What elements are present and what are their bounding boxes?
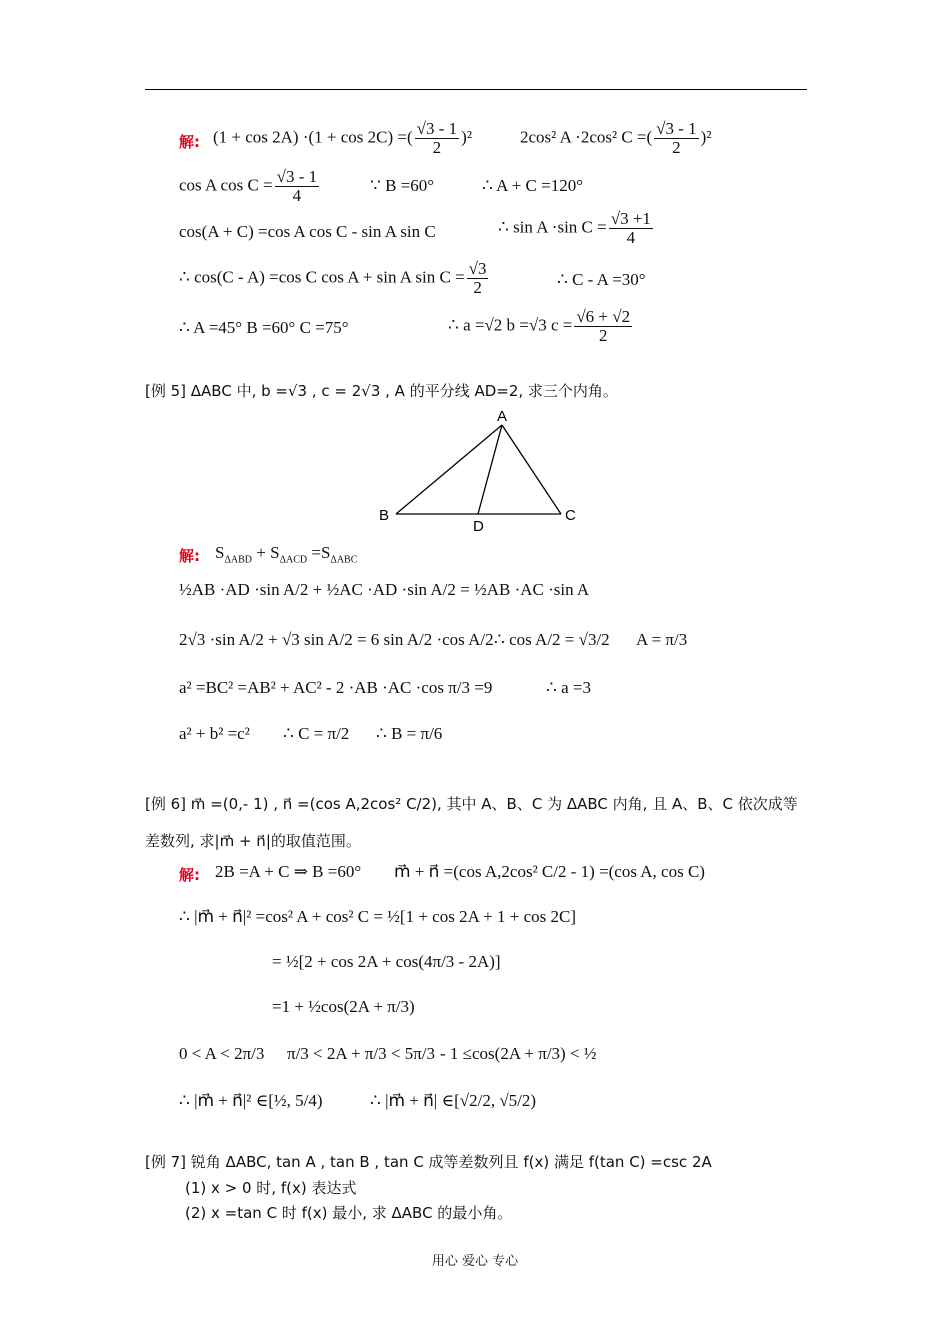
ex6-line5: 0 < A < 2π/3	[179, 1044, 265, 1063]
p1-line4: ∴ cos(C - A) =cos C cos A + sin A sin C = $\frac{√3}{2}$	[179, 259, 487, 297]
example6-title-b: 差数列, 求|m⃗ + n⃗|的取值范围。	[145, 832, 361, 850]
p1-line5-b: ∴ a =√2 b =√3 c = $\frac{√6 + √2}{2}$	[448, 307, 631, 345]
header-rule	[145, 89, 807, 90]
ex5-line3-b: ∴ cos A/2 = √3/2	[494, 630, 610, 649]
example7-q1: (1) x > 0 时, f(x) 表达式	[185, 1179, 357, 1197]
vertex-b-label: B	[379, 507, 390, 524]
p1-line2-c: ∴ A + C =120°	[482, 176, 584, 195]
triangle-diagram	[370, 405, 590, 535]
ex6-line5-b: π/3 < 2A + π/3 < 5π/3	[287, 1044, 436, 1063]
page-footer: 用心 爱心 专心	[431, 1254, 519, 1269]
p1-line3: cos(A + C) =cos A cos C - sin A sin C	[179, 222, 436, 241]
ex6-line4: =1 + ½cos(2A + π/3)	[272, 997, 415, 1016]
ex6-line2: ∴ |m⃗ + n⃗|² =cos² A + cos² C = ½[1 + cos 2A + 1 + cos 2C]	[179, 907, 576, 926]
ex5-line4-b: ∴ a =3	[546, 678, 591, 697]
ex6-line1: 2B =A + C ⇒ B =60°	[215, 862, 362, 881]
ex6-line1-b: m⃗ + n⃗ =(cos A,2cos² C/2 - 1) =(cos A, cos C)	[394, 862, 705, 881]
bisector-ad	[478, 425, 502, 514]
ex5-line3: 2√3 ·sin A/2 + √3 sin A/2 = 6 sin A/2 ·cos A/2	[179, 630, 494, 649]
p1-line1-left: (1 + cos 2A) ·(1 + cos 2C) =( $\frac{√3 - 1}{2}$ )²	[213, 119, 472, 157]
ex6-line6: ∴ |m⃗ + n⃗|² ∈[½, 5/4)	[179, 1091, 323, 1110]
solution-label-3: 解:	[179, 866, 200, 884]
point-d-label: D	[473, 518, 484, 535]
side-ac	[502, 425, 561, 514]
p1-line2: cos A cos C = $\frac{√3 - 1}{4}$	[179, 167, 318, 205]
p1-line2-b: ∵ B =60°	[370, 176, 435, 195]
ex5-line5-b: ∴ C = π/2	[283, 724, 350, 743]
example6-title-a: [例 6] m⃗ =(0,- 1) , n⃗ =(cos A,2cos² C/2), 其中 A、B、C 为 ΔABC 内角, 且 A、B、C 依次成等	[145, 795, 798, 813]
ex5-line2: ½AB ·AD ·sin A/2 + ½AC ·AD ·sin A/2 = ½AB ·AC ·sin A	[179, 580, 590, 599]
ex5-line5-c: ∴ B = π/6	[376, 724, 443, 743]
p1-line1-right: 2cos² A ·2cos² C =( $\frac{√3 - 1}{2}$ )²	[520, 119, 712, 157]
ex6-line5-c: - 1 ≤cos(2A + π/3) < ½	[440, 1044, 597, 1063]
vertex-c-label: C	[565, 507, 576, 524]
ex5-line4: a² =BC² =AB² + AC² - 2 ·AB ·AC ·cos π/3 =9	[179, 678, 493, 697]
solution-label-2: 解:	[179, 547, 200, 565]
ex5-line3-c: A = π/3	[636, 630, 688, 649]
example5-title: [例 5] ΔABC 中, b =√3 , c = 2√3 , A 的平分线 AD=2, 求三个内角。	[145, 382, 618, 400]
p1-line5: ∴ A =45° B =60° C =75°	[179, 318, 349, 337]
example7-title: [例 7] 锐角 ΔABC, tan A , tan B , tan C 成等差数列且 f(x) 满足 f(tan C) =csc 2A	[145, 1153, 712, 1171]
side-ab	[396, 425, 502, 514]
example7-q2: (2) x =tan C 时 f(x) 最小, 求 ΔABC 的最小角。	[185, 1204, 513, 1222]
p1-line4-b: ∴ C - A =30°	[557, 270, 646, 289]
ex6-line3: = ½[2 + cos 2A + cos(4π/3 - 2A)]	[272, 952, 501, 971]
p1-line3-b: ∴ sin A ·sin C = $\frac{√3 +1}{4}$	[498, 209, 651, 247]
ex5-line5: a² + b² =c²	[179, 724, 250, 743]
ex5-area-eq: $S_{\Delta ABD} + S_{\Delta ACD} =S_{\Delta ABC}$	[215, 543, 358, 566]
vertex-a-label: A	[497, 408, 508, 425]
ex6-line6-b: ∴ |m⃗ + n⃗| ∈[√2/2, √5/2)	[370, 1091, 537, 1110]
solution-label: 解:	[179, 133, 200, 151]
